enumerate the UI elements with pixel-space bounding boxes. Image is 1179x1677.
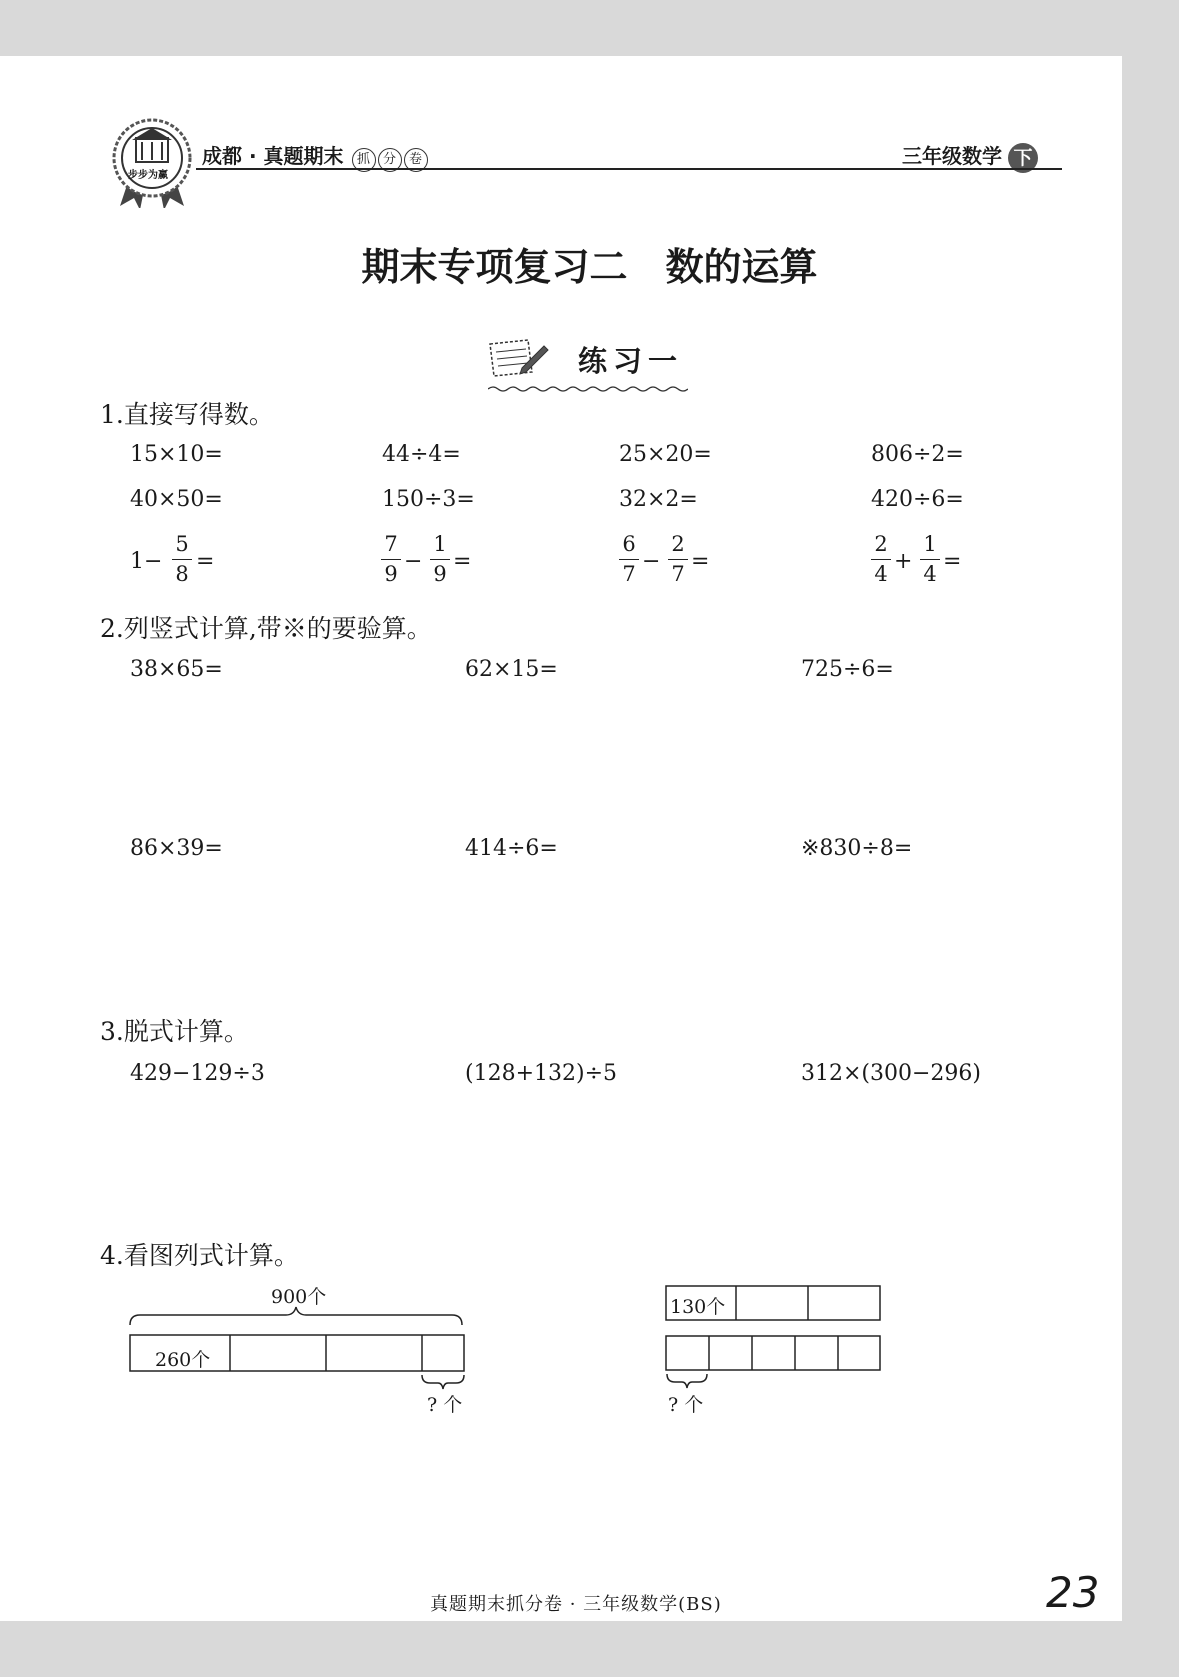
fraction [172, 534, 192, 585]
q1-frac-op: − [642, 549, 661, 574]
q1-expr: 420÷6= [871, 487, 964, 512]
fraction [381, 534, 401, 585]
q1-frac-tail: = [691, 549, 710, 574]
fraction-denominator: 9 [433, 562, 447, 586]
fraction [920, 534, 940, 585]
q2-expr: 38×65= [130, 657, 223, 682]
fraction-numerator: 5 [175, 532, 189, 556]
q2-expr: 414÷6= [465, 836, 558, 861]
total-label: 900个 [271, 1286, 327, 1308]
q3-expr: 429−129÷3 [130, 1061, 265, 1086]
q1-expr: 806÷2= [871, 442, 964, 467]
fraction [871, 534, 891, 585]
fraction-numerator: 2 [874, 532, 888, 556]
fraction [619, 534, 639, 585]
q1-expr: 25×20= [619, 442, 712, 467]
fraction-numerator: 1 [433, 532, 447, 556]
q2-expr: 62×15= [465, 657, 558, 682]
fraction-denominator: 4 [923, 562, 937, 586]
q4-heading: 4.看图列式计算。 [100, 1241, 299, 1270]
q2-expr: 86×39= [130, 836, 223, 861]
q1-expr: 32×2= [619, 487, 698, 512]
fraction-numerator: 6 [622, 532, 636, 556]
header-left-prefix: 成都 · 真题期末 [202, 144, 344, 168]
header-rule [196, 168, 1062, 170]
segment-value-label: 130个 [670, 1296, 726, 1318]
header-circled-char: 卷 [404, 148, 428, 172]
q1-heading: 1.直接写得数。 [100, 400, 274, 429]
q2-heading: 2.列竖式计算,带※的要验算。 [100, 614, 432, 643]
fraction-denominator: 8 [175, 562, 189, 586]
q1-frac-op: − [404, 549, 423, 574]
fraction-denominator: 7 [671, 562, 685, 586]
q1-frac-op: + [894, 549, 913, 574]
page-title: 期末专项复习二 数的运算 [361, 245, 818, 289]
fraction-denominator: 7 [622, 562, 636, 586]
q2-expr: ※830÷8= [801, 836, 913, 861]
logo-badge [112, 118, 192, 198]
q1-frac-tail: = [196, 549, 215, 574]
q3-expr: 312×(300−296) [801, 1061, 982, 1086]
q1-frac-lead: 1− [130, 549, 163, 574]
header-circled-char: 抓 [352, 148, 376, 172]
fraction-numerator: 7 [384, 532, 398, 556]
q3-expr: (128+132)÷5 [465, 1061, 618, 1086]
fraction [668, 534, 688, 585]
q1-expr: 15×10= [130, 442, 223, 467]
q1-frac-tail: = [943, 549, 962, 574]
logo-text: 步步为赢 [128, 170, 168, 181]
q1-frac-tail: = [453, 549, 472, 574]
header-circled-char: 分 [378, 148, 402, 172]
fraction [430, 534, 450, 585]
segment-value-label: 260个 [155, 1349, 211, 1371]
page-number: 23 [1046, 1568, 1100, 1617]
section-title: 练习一 [578, 344, 684, 378]
q1-expr: 44÷4= [382, 442, 461, 467]
q1-expr: 40×50= [130, 487, 223, 512]
fraction-denominator: 4 [874, 562, 888, 586]
q3-heading: 3.脱式计算。 [100, 1017, 249, 1046]
q2-expr: 725÷6= [801, 657, 894, 682]
fraction-denominator: 9 [384, 562, 398, 586]
q1-expr: 150÷3= [382, 487, 475, 512]
header-volume-badge: 下 [1008, 143, 1038, 173]
fraction-numerator: 2 [671, 532, 685, 556]
unknown-label: ? 个 [427, 1394, 463, 1416]
wavy-underline [488, 378, 688, 397]
header-grade-subject: 三年级数学 [902, 144, 1002, 168]
unknown-label: ? 个 [668, 1394, 704, 1416]
fraction-numerator: 1 [923, 532, 937, 556]
footer-text: 真题期末抓分卷 · 三年级数学(BS) [430, 1594, 722, 1615]
